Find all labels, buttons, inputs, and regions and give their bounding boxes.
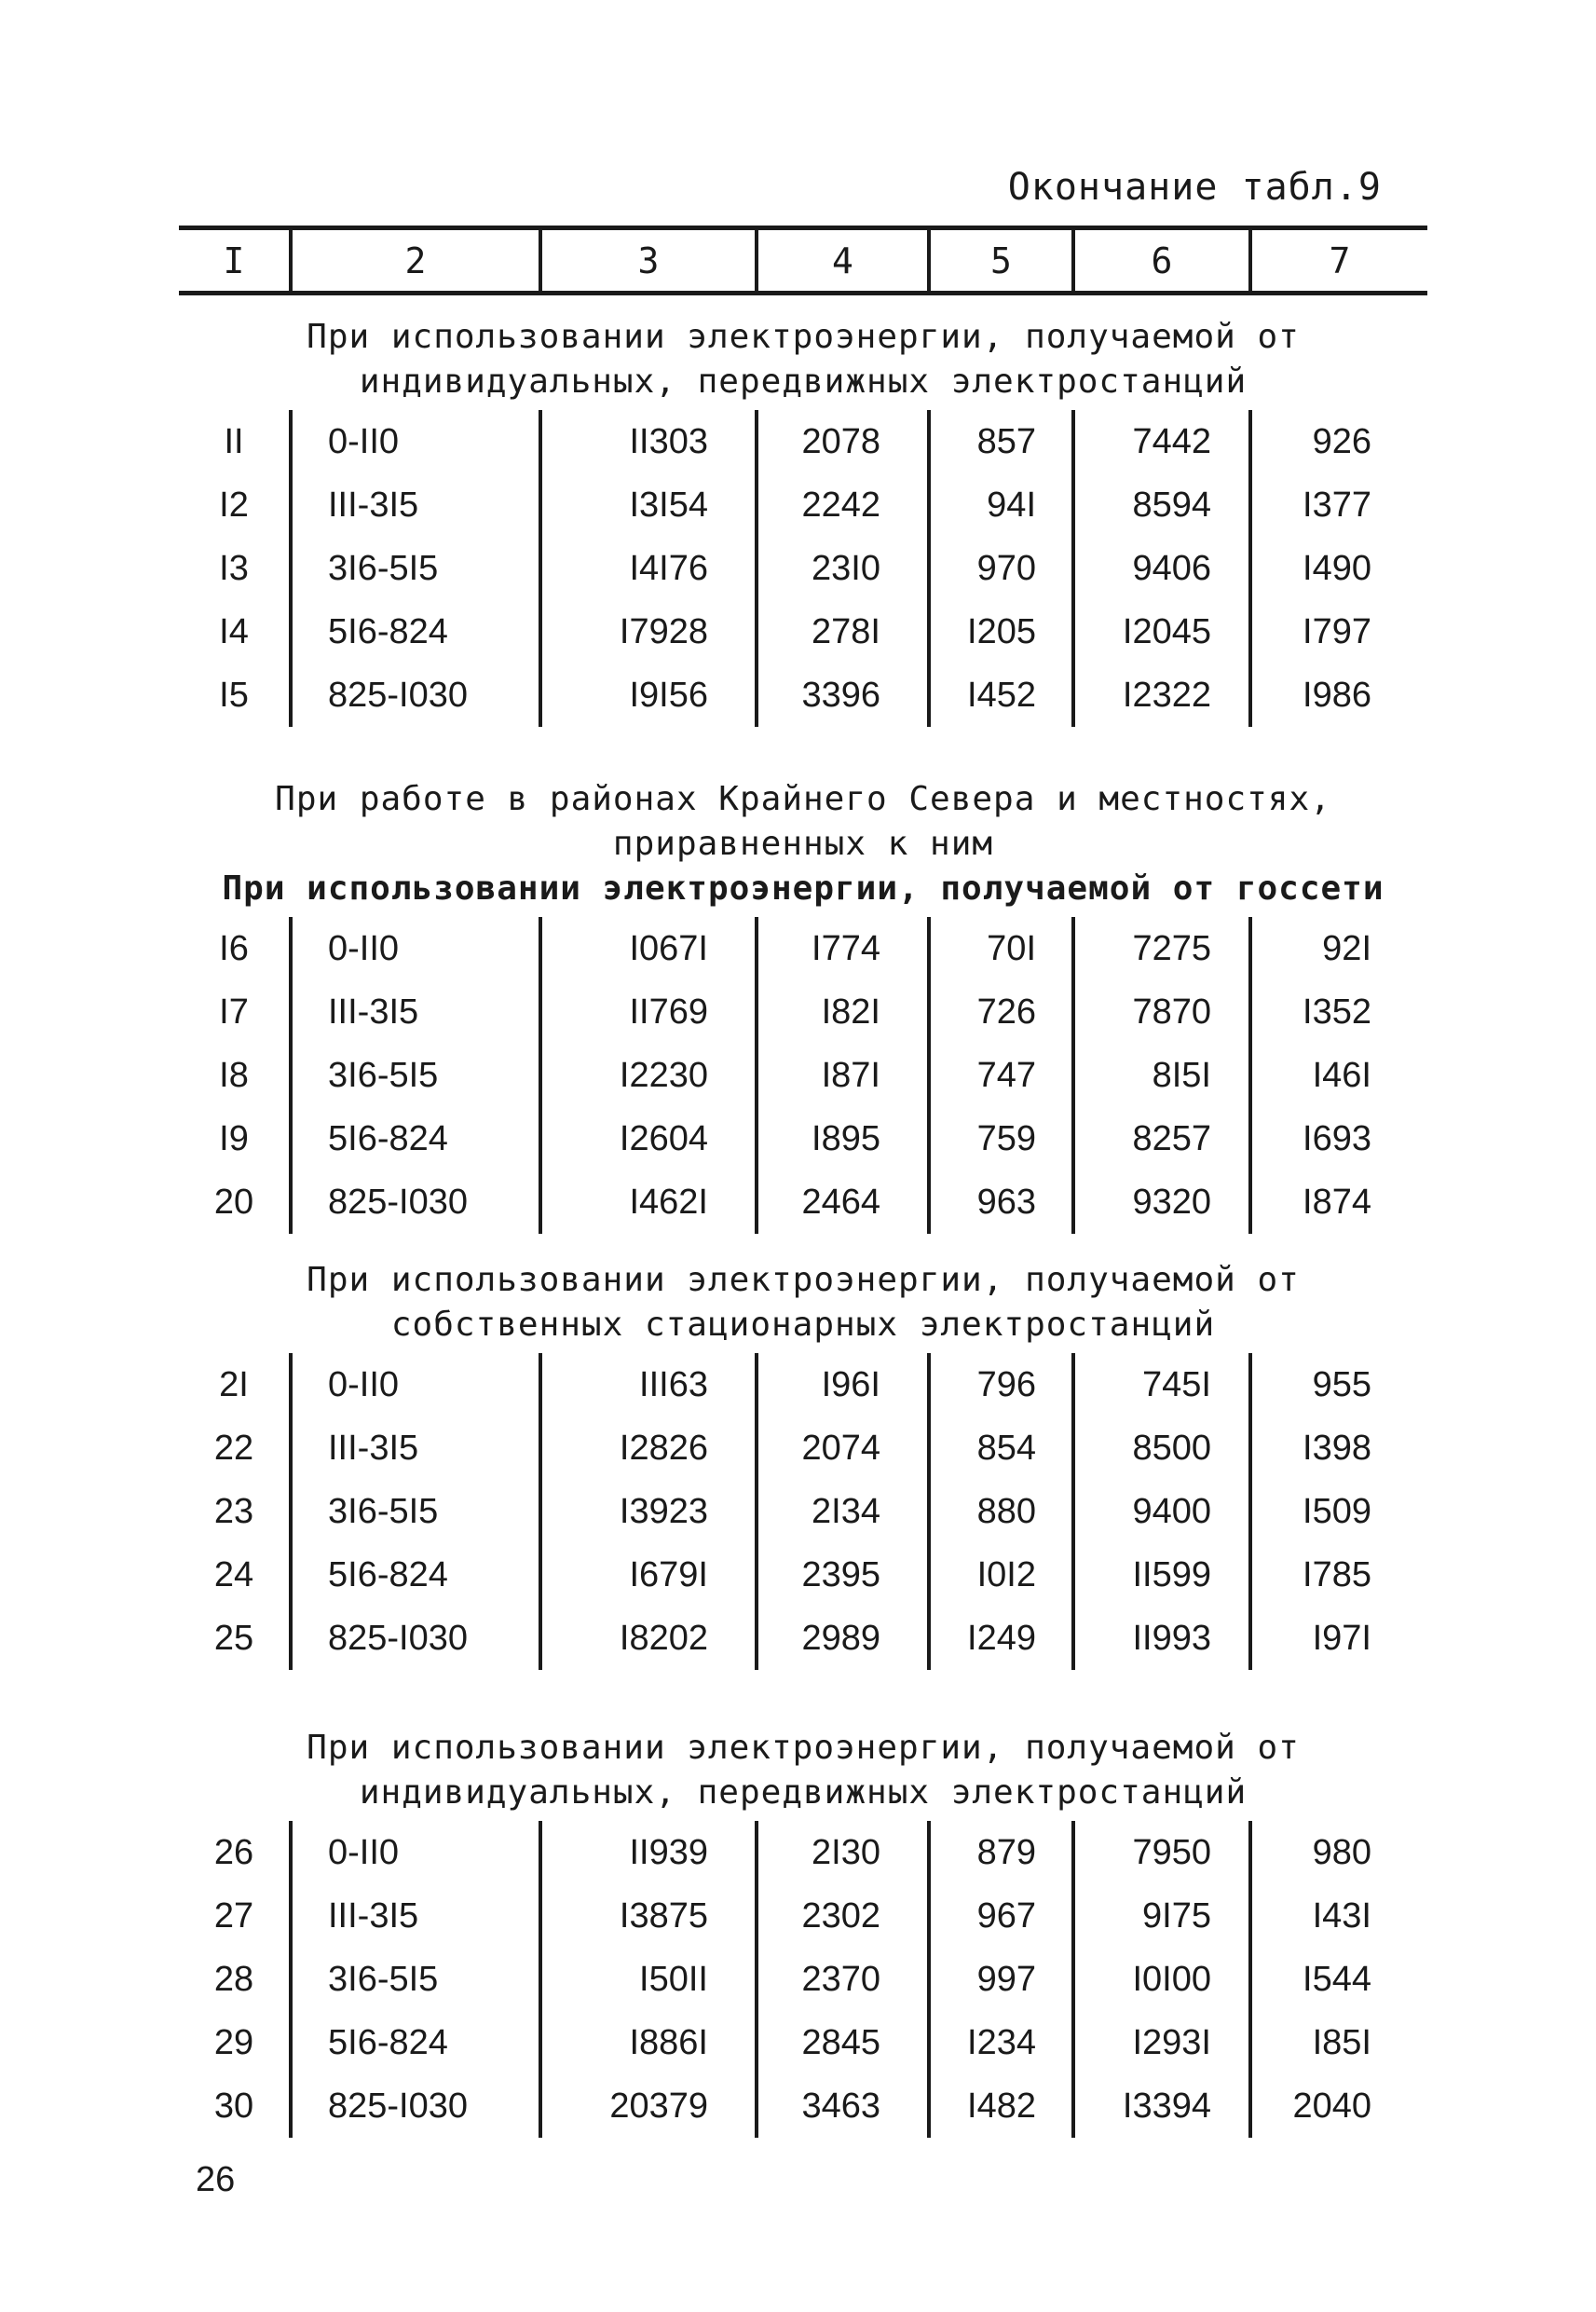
- cell: I3: [219, 549, 249, 588]
- section-title-line: индивидуальных, передвижных электростанций: [359, 363, 1248, 401]
- cell: 796: [927, 1353, 1071, 1416]
- cell: I3I54: [539, 473, 755, 537]
- section-rows: [179, 917, 1427, 1234]
- cell: I398: [1248, 1416, 1427, 1480]
- cell: 2989: [755, 1607, 927, 1670]
- table-row: [179, 600, 1427, 664]
- cell: 7275: [1071, 917, 1248, 980]
- header-col-1: I: [223, 240, 245, 281]
- cell: 2040: [1248, 2074, 1427, 2138]
- cell: 25: [213, 1619, 254, 1658]
- cell: I2: [219, 486, 249, 525]
- cell: 28: [213, 1960, 254, 1999]
- table-section-3: [179, 1258, 1427, 1670]
- cell: I97I: [1248, 1607, 1427, 1670]
- table-caption: Окончание табл.9: [1007, 166, 1382, 209]
- section-rows: [179, 1821, 1427, 2138]
- cell: I3875: [539, 1884, 755, 1948]
- section-rows: [179, 410, 1427, 727]
- cell: 970: [927, 537, 1071, 600]
- table-row: [179, 1107, 1427, 1170]
- cell: I8: [219, 1056, 249, 1095]
- cell: II303: [539, 410, 755, 473]
- cell: II599: [1071, 1543, 1248, 1607]
- cell: 2302: [755, 1884, 927, 1948]
- cell: 5I6-824: [289, 2011, 539, 2074]
- cell: 20: [213, 1183, 254, 1222]
- cell: I377: [1248, 473, 1427, 537]
- cell: 5I6-824: [289, 600, 539, 664]
- cell: I205: [927, 600, 1071, 664]
- cell: I43I: [1248, 1884, 1427, 1948]
- cell: 2I30: [755, 1821, 927, 1884]
- cell: 2I: [219, 1365, 249, 1404]
- cell: III-3I5: [289, 473, 539, 537]
- cell: 926: [1248, 410, 1427, 473]
- cell: II939: [539, 1821, 755, 1884]
- cell: 857: [927, 410, 1071, 473]
- cell: II993: [1071, 1607, 1248, 1670]
- section-title-line: приравненных к ним: [612, 825, 994, 863]
- section-rows: [179, 1353, 1427, 1670]
- cell: 23: [213, 1492, 254, 1531]
- cell: II: [224, 422, 244, 461]
- cell: 94I: [927, 473, 1071, 537]
- cell: 8257: [1071, 1107, 1248, 1170]
- cell: 5I6-824: [289, 1543, 539, 1607]
- section-title-line: собственных стационарных электростанций: [390, 1306, 1216, 1344]
- cell: 24: [213, 1555, 254, 1594]
- cell: I4I76: [539, 537, 755, 600]
- cell: I462I: [539, 1170, 755, 1234]
- cell: I986: [1248, 664, 1427, 727]
- table-row: [179, 537, 1427, 600]
- cell: I490: [1248, 537, 1427, 600]
- table-row: [179, 1353, 1427, 1416]
- cell: I234: [927, 2011, 1071, 2074]
- cell: 0-II0: [289, 1353, 539, 1416]
- cell: I82I: [755, 980, 927, 1044]
- cell: I0I2: [927, 1543, 1071, 1607]
- cell: I785: [1248, 1543, 1427, 1607]
- cell: I8202: [539, 1607, 755, 1670]
- cell: I9: [219, 1119, 249, 1158]
- cell: I4: [219, 612, 249, 651]
- cell: 880: [927, 1480, 1071, 1543]
- cell: I3394: [1071, 2074, 1248, 2138]
- cell: 2395: [755, 1543, 927, 1607]
- cell: 2078: [755, 410, 927, 473]
- cell: I874: [1248, 1170, 1427, 1234]
- cell: 29: [213, 2023, 254, 2062]
- table-row: [179, 1948, 1427, 2011]
- cell: 8I5I: [1071, 1044, 1248, 1107]
- table-row: [179, 473, 1427, 537]
- cell: I509: [1248, 1480, 1427, 1543]
- cell: 2370: [755, 1948, 927, 2011]
- cell: 963: [927, 1170, 1071, 1234]
- cell: 0-II0: [289, 917, 539, 980]
- cell: 997: [927, 1948, 1071, 2011]
- cell: I249: [927, 1607, 1071, 1670]
- cell: III-3I5: [289, 1884, 539, 1948]
- cell: III63: [539, 1353, 755, 1416]
- cell: I2322: [1071, 664, 1248, 727]
- cell: 3I6-5I5: [289, 1480, 539, 1543]
- section-title-line: При работе в районах Крайнего Севера и местностях,: [275, 780, 1331, 818]
- section-title-line: При использовании электроэнергии, получаемой от: [307, 1729, 1300, 1767]
- cell: 879: [927, 1821, 1071, 1884]
- cell: I7928: [539, 600, 755, 664]
- cell: 825-I030: [289, 664, 539, 727]
- cell: 8500: [1071, 1416, 1248, 1480]
- cell: 854: [927, 1416, 1071, 1480]
- header-col-7: 7: [1248, 229, 1427, 293]
- cell: 20379: [539, 2074, 755, 2138]
- cell: III-3I5: [289, 980, 539, 1044]
- cell: 9I75: [1071, 1884, 1248, 1948]
- table-row: [179, 1543, 1427, 1607]
- cell: 23I0: [755, 537, 927, 600]
- cell: 27: [213, 1896, 254, 1936]
- cell: I5: [219, 676, 249, 715]
- section-title-line: При использовании электроэнергии, получаемой от: [307, 1261, 1300, 1299]
- cell: 70I: [927, 917, 1071, 980]
- cell: 30: [213, 2086, 254, 2126]
- cell: I2604: [539, 1107, 755, 1170]
- cell: I886I: [539, 2011, 755, 2074]
- header-col-3: 3: [539, 229, 755, 293]
- cell: I2230: [539, 1044, 755, 1107]
- cell: 3396: [755, 664, 927, 727]
- cell: 5I6-824: [289, 1107, 539, 1170]
- table-row: [179, 2011, 1427, 2074]
- cell: 2464: [755, 1170, 927, 1234]
- cell: III-3I5: [289, 1416, 539, 1480]
- header-bottom-rule: [179, 291, 1427, 295]
- table-row: [179, 1044, 1427, 1107]
- table-row: [179, 1884, 1427, 1948]
- cell: I87I: [755, 1044, 927, 1107]
- cell: I50II: [539, 1948, 755, 2011]
- cell: I96I: [755, 1353, 927, 1416]
- cell: 747: [927, 1044, 1071, 1107]
- cell: 92I: [1248, 917, 1427, 980]
- cell: II769: [539, 980, 755, 1044]
- cell: 745I: [1071, 1353, 1248, 1416]
- table-row: [179, 664, 1427, 727]
- page-number: 26: [196, 2160, 236, 2199]
- cell: 2I34: [755, 1480, 927, 1543]
- cell: 955: [1248, 1353, 1427, 1416]
- cell: 3I6-5I5: [289, 1044, 539, 1107]
- cell: I2826: [539, 1416, 755, 1480]
- section-title-line: При использовании электроэнергии, получаемой от: [307, 318, 1300, 356]
- cell: 825-I030: [289, 1170, 539, 1234]
- cell: I774: [755, 917, 927, 980]
- cell: 726: [927, 980, 1071, 1044]
- table-section-2: [179, 777, 1427, 1234]
- cell: 825-I030: [289, 1607, 539, 1670]
- table-row: [179, 2074, 1427, 2138]
- table-row: [179, 410, 1427, 473]
- cell: I482: [927, 2074, 1071, 2138]
- header-col-5: 5: [927, 229, 1071, 293]
- cell: 278I: [755, 600, 927, 664]
- cell: 0-II0: [289, 410, 539, 473]
- cell: I9I56: [539, 664, 755, 727]
- cell: I7: [219, 992, 249, 1032]
- cell: 967: [927, 1884, 1071, 1948]
- cell: 825-I030: [289, 2074, 539, 2138]
- cell: 7950: [1071, 1821, 1248, 1884]
- cell: 9320: [1071, 1170, 1248, 1234]
- table-row: [179, 1170, 1427, 1234]
- header-col-4: 4: [755, 229, 927, 293]
- table-section-4: [179, 1726, 1427, 2138]
- cell: 2845: [755, 2011, 927, 2074]
- cell: 2074: [755, 1416, 927, 1480]
- cell: I6: [219, 929, 249, 968]
- table-header: [179, 229, 1427, 293]
- cell: I0I00: [1071, 1948, 1248, 2011]
- section-title-line: индивидуальных, передвижных электростанций: [359, 1773, 1248, 1812]
- cell: 8594: [1071, 473, 1248, 537]
- cell: I2045: [1071, 600, 1248, 664]
- cell: 9400: [1071, 1480, 1248, 1543]
- cell: 7442: [1071, 410, 1248, 473]
- header-col-2: 2: [289, 229, 539, 293]
- cell: I46I: [1248, 1044, 1427, 1107]
- cell: 3463: [755, 2074, 927, 2138]
- cell: I797: [1248, 600, 1427, 664]
- cell: I452: [927, 664, 1071, 727]
- cell: I067I: [539, 917, 755, 980]
- cell: 2242: [755, 473, 927, 537]
- cell: 3I6-5I5: [289, 537, 539, 600]
- cell: 980: [1248, 1821, 1427, 1884]
- table-row: [179, 917, 1427, 980]
- cell: I544: [1248, 1948, 1427, 2011]
- cell: 22: [213, 1429, 254, 1468]
- table-row: [179, 1416, 1427, 1480]
- cell: I895: [755, 1107, 927, 1170]
- cell: 7870: [1071, 980, 1248, 1044]
- cell: 9406: [1071, 537, 1248, 600]
- table-row: [179, 1480, 1427, 1543]
- table-section-1: [179, 315, 1427, 727]
- table-row: [179, 1607, 1427, 1670]
- cell: 3I6-5I5: [289, 1948, 539, 2011]
- table-row: [179, 1821, 1427, 1884]
- cell: I85I: [1248, 2011, 1427, 2074]
- cell: I693: [1248, 1107, 1427, 1170]
- cell: I352: [1248, 980, 1427, 1044]
- cell: I293I: [1071, 2011, 1248, 2074]
- section-subtitle: При использовании электроэнергии, получаемой от госсети: [222, 869, 1385, 908]
- cell: 0-II0: [289, 1821, 539, 1884]
- cell: 26: [213, 1833, 254, 1872]
- header-col-6: 6: [1071, 229, 1248, 293]
- cell: I3923: [539, 1480, 755, 1543]
- table-row: [179, 980, 1427, 1044]
- cell: 759: [927, 1107, 1071, 1170]
- cell: I679I: [539, 1543, 755, 1607]
